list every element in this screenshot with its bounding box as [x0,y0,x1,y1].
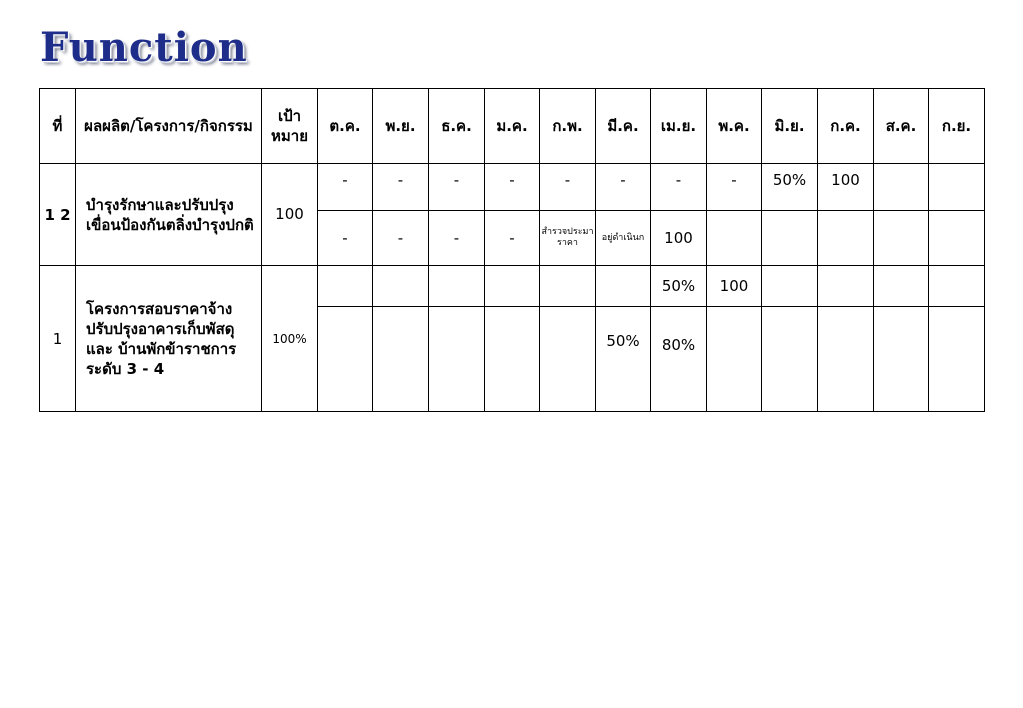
month-cell [762,307,818,412]
month-cell: - [651,164,707,211]
month-cell [707,211,762,266]
table-row [40,164,985,211]
month-cell: 100 [818,164,874,211]
header-month: ม.ค. [485,89,540,164]
month-cell [874,164,929,211]
row-number: 1 2 [40,164,76,266]
header-output: ผลผลิต/โครงการ/กิจกรรม [76,89,262,164]
month-cell: 100 [651,211,707,266]
header-month: พ.ย. [373,89,429,164]
plan-table [39,88,985,412]
month-cell [929,266,985,307]
month-cell [929,164,985,211]
output-name [76,164,262,266]
month-cell [874,211,929,266]
header-row [40,89,985,164]
header-month: ก.พ. [540,89,596,164]
output-name: โครงการสอบราคาจ้างปรับปรุงอาคารเก็บพัสดุ และ บ้านพักข้าราชการระดับ 3 - 4 [76,266,262,412]
month-cell: - [596,164,651,211]
month-cell [318,307,373,412]
month-cell [429,307,485,412]
month-cell [818,266,874,307]
header-target: เป้าหมาย [262,89,318,164]
month-cell: อยู่ดำเนินก [596,211,651,266]
month-cell [762,211,818,266]
month-cell [485,266,540,307]
month-cell [596,266,651,307]
month-cell [540,266,596,307]
month-cell: - [429,211,485,266]
month-cell: 100 [707,266,762,307]
table-row [40,266,985,307]
month-cell [318,266,373,307]
target-cell: 100 [262,164,318,266]
month-cell [762,266,818,307]
month-cell [373,266,429,307]
month-cell: 50% [762,164,818,211]
row-number: 1 [40,266,76,412]
month-cell [485,307,540,412]
month-cell: 50% [596,307,651,412]
month-cell: - [373,164,429,211]
header-no: ที่ [40,89,76,164]
header-month: พ.ค. [707,89,762,164]
month-cell [373,307,429,412]
month-cell: - [429,164,485,211]
header-month: มี.ค. [596,89,651,164]
header-month: ธ.ค. [429,89,485,164]
month-cell: 80% [651,307,707,412]
month-cell [707,307,762,412]
header-month: ก.ย. [929,89,985,164]
month-cell [929,211,985,266]
header-month: ต.ค. [318,89,373,164]
header-month: มิ.ย. [762,89,818,164]
month-cell: - [373,211,429,266]
month-cell: 50% [651,266,707,307]
month-cell [874,307,929,412]
month-cell [818,211,874,266]
month-cell [874,266,929,307]
header-month: ส.ค. [874,89,929,164]
output-item-a: บำรุงรักษาและปรับปรุง [86,195,234,214]
month-cell: - [318,211,373,266]
target-cell: 100% [262,266,318,412]
month-cell [929,307,985,412]
month-cell: - [540,164,596,211]
month-cell: - [318,164,373,211]
month-cell: - [485,211,540,266]
header-month: เม.ย. [651,89,707,164]
month-cell [429,266,485,307]
output-item-b: เขื่อนป้องกันตลิ่งบำรุงปกติ [86,215,254,234]
month-cell [540,307,596,412]
month-cell [818,307,874,412]
header-month: ก.ค. [818,89,874,164]
month-cell: - [485,164,540,211]
month-cell: สำรวจประมาราคา [540,211,596,266]
month-cell: - [707,164,762,211]
page-title: Function [40,24,248,71]
